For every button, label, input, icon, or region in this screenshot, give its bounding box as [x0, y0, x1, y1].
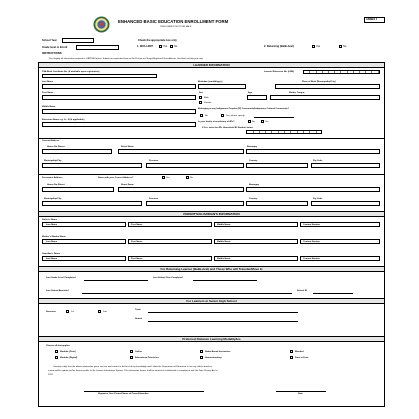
same-address-no-checkbox[interactable] [186, 176, 189, 179]
last-name-field[interactable] [42, 84, 196, 89]
last-grade-line[interactable] [84, 280, 148, 281]
birthdate-label: Birthdate (mm/dd/yyyy) [198, 80, 223, 83]
street-name-label: Street Name [121, 146, 134, 148]
modular-digital-label: Modular (Digital) [60, 356, 78, 359]
modular-print-checkbox[interactable] [55, 350, 58, 353]
perm-country-field[interactable] [246, 201, 308, 206]
current-street-field[interactable] [118, 149, 244, 154]
4ps-question-label: Is your family a beneficiary of 4Ps? [198, 121, 235, 123]
returning-yes-checkbox[interactable] [312, 45, 315, 48]
learner-information-heading: LEARNER INFORMATION [193, 62, 230, 67]
current-province-field[interactable] [146, 163, 244, 168]
blended-label: Blended [295, 350, 304, 353]
guardian-last-name-label: Last Name [46, 258, 58, 260]
perm-province-field[interactable] [146, 201, 244, 206]
parents-heading: PARENT'S/GUARDIAN'S INFORMATION [183, 211, 240, 216]
lrn-boxes[interactable] [303, 70, 380, 74]
4ps-yes-label: Yes [265, 121, 269, 123]
last-school-line[interactable] [82, 293, 292, 294]
ip-specify-line[interactable] [254, 117, 294, 118]
radio-based-label: Radio-Based Instruction [205, 350, 231, 353]
current-barangay-field[interactable] [246, 149, 380, 154]
track-line[interactable] [148, 312, 298, 313]
semester-label: Semester [46, 311, 56, 313]
signature-line[interactable] [84, 391, 204, 392]
school-id-line[interactable] [313, 293, 353, 294]
birthdate-field[interactable] [198, 84, 246, 89]
with-lrn-no-label: No [174, 45, 178, 48]
mother-tongue-field[interactable] [270, 95, 380, 100]
guardian-middle-name-label: Middle Name [217, 258, 231, 260]
with-lrn-label: 1. With LRN? [137, 45, 154, 48]
perm-street-field[interactable] [118, 187, 244, 192]
ip-no-checkbox[interactable] [200, 114, 203, 117]
last-grade-label: Last Grade Level Completed [46, 277, 76, 279]
ip-yes-specify-label: Yes, please specify [226, 114, 245, 117]
last-sy-label: Last School Year Completed [153, 277, 183, 279]
perm-barangay-label: Barangay [249, 184, 259, 186]
modular-digital-checkbox[interactable] [55, 356, 58, 359]
face-to-face-label: Face to Face [295, 356, 309, 359]
check-appropriate-label: Check the appropriate box only [138, 38, 177, 42]
age-field[interactable] [247, 95, 267, 100]
divider-permanent-address [38, 174, 385, 175]
current-municipality-field[interactable] [42, 163, 142, 168]
perm-house-no-field[interactable] [42, 187, 114, 192]
current-zip-field[interactable] [311, 163, 380, 168]
permanent-address-label: Permanent Address [42, 177, 63, 179]
returning-yes-label: Yes [316, 45, 321, 48]
place-of-birth-label: Place of Birth (Municipality/City) [302, 80, 336, 83]
semester-1st-label: 1st [71, 311, 74, 313]
grade-level-field[interactable] [76, 45, 119, 50]
form-title: ENHANCED BASIC EDUCATION ENROLLMENT FORM [118, 19, 229, 24]
certification-text-line1: I hereby certify that the above information given are true and correct to the best of my knowledge and I allow the Department of Education to use my child's details to [53, 366, 213, 368]
radio-based-checkbox[interactable] [200, 350, 203, 353]
with-lrn-yes-checkbox[interactable] [159, 45, 162, 48]
perm-house-no-label: House No./Street [47, 184, 65, 186]
mother-middle-name-label: Middle Name [217, 241, 231, 243]
perm-province-label: Province [149, 198, 159, 200]
school-id-label: School ID [297, 290, 308, 292]
perm-zip-label: Zip Code [313, 198, 323, 200]
middle-name-field[interactable] [42, 109, 196, 114]
same-address-no-label: No [190, 177, 193, 179]
mother-tongue-label: Mother Tongue [289, 91, 305, 94]
extension-name-field[interactable] [42, 122, 196, 127]
educational-tv-checkbox[interactable] [130, 356, 133, 359]
form-subtitle: THIS FORM IS NOT FOR SALE [160, 26, 192, 28]
4ps-id-label: If Yes, write the 4Ps Household ID Number below [202, 127, 253, 129]
mother-name-label: Mother's Maiden Name [42, 236, 66, 238]
perm-country-label: Country [249, 198, 258, 200]
father-name-label: Father's Name [42, 219, 57, 221]
strand-line[interactable] [148, 321, 298, 322]
semester-2nd-label: 2nd [103, 311, 107, 313]
with-lrn-yes-label: Yes [163, 45, 168, 48]
perm-barangay-field[interactable] [246, 187, 380, 192]
zip-code-label: Zip Code [313, 160, 323, 162]
age-label: Age [248, 91, 253, 94]
certification-text-line2: create and/or update his/her learner profile in the Learner Information System. The information herein shall be treated as confidential in compliance with the Data Privacy Act of [48, 370, 218, 372]
psa-label: PSA Birth Certificate No. (if available upon registration) [42, 71, 100, 73]
signature-label: Signature Over Printed Name of Parent/Guardian [98, 393, 149, 395]
divider-current-address [38, 138, 385, 139]
house-no-label: House No./Street [47, 146, 65, 148]
perm-zip-field[interactable] [311, 201, 380, 206]
country-label: Country [249, 160, 258, 162]
father-first-name-label: First Name [131, 224, 143, 226]
semester-2nd-checkbox[interactable] [98, 310, 101, 313]
perm-municipality-field[interactable] [42, 201, 142, 206]
date-label: Date [298, 393, 303, 395]
4ps-id-boxes[interactable] [246, 130, 322, 134]
homeschooling-checkbox[interactable] [200, 356, 203, 359]
male-label: Male [204, 96, 209, 99]
school-year-label: School Year [42, 39, 57, 42]
educational-tv-label: Educational Television [135, 356, 159, 359]
face-to-face-checkbox[interactable] [290, 356, 293, 359]
grade-level-label: Grade level to Enroll [42, 45, 68, 49]
guardian-first-name-label: First Name [131, 258, 143, 260]
with-lrn-no-checkbox[interactable] [170, 45, 173, 48]
current-country-field[interactable] [246, 163, 308, 168]
4ps-no-checkbox[interactable] [248, 120, 251, 123]
barangay-label: Barangay [247, 146, 257, 148]
modular-print-label: Modular (Print) [60, 350, 76, 353]
mother-last-name-label: Last Name [46, 241, 58, 243]
current-house-no-field[interactable] [42, 149, 112, 154]
online-label: Online [135, 350, 142, 353]
mother-first-name-label: First Name [131, 241, 143, 243]
father-contact-label: Contact Number [303, 224, 321, 226]
psa-field[interactable] [42, 74, 157, 78]
returning-heading: For Returning Learner (Balik-Aral) and Those Who will Transfer/Move In [160, 266, 263, 271]
same-address-yes-label: Yes [166, 177, 170, 179]
lrn-label: Learner Reference No. (LRN) [264, 71, 294, 73]
deped-seal [93, 16, 110, 33]
same-address-label: Same with your Current Address? [98, 177, 134, 179]
semester-1st-checkbox[interactable] [66, 310, 69, 313]
male-checkbox[interactable] [199, 96, 202, 99]
father-middle-name-label: Middle Name [217, 224, 231, 226]
date-line[interactable] [276, 391, 326, 392]
female-checkbox[interactable] [199, 101, 202, 104]
ip-no-label: No [205, 114, 208, 117]
blended-checkbox[interactable] [290, 350, 293, 353]
municipality-label: Municipality/City [44, 160, 62, 162]
perm-municipality-label: Municipality/City [44, 198, 62, 200]
shs-heading: For Learners in Senior High School [186, 298, 237, 303]
place-of-birth-field[interactable] [275, 84, 380, 89]
choose-all-label: Choose all that applies [46, 345, 70, 347]
first-name-label: First Name [42, 92, 54, 94]
last-sy-line[interactable] [193, 280, 257, 281]
father-last-name-label: Last Name [46, 224, 58, 226]
strand-label: Strand [135, 318, 142, 320]
returning-no-checkbox[interactable] [339, 45, 342, 48]
female-label: Female [204, 101, 212, 104]
ip-question-label: Belonging to any Indigenous Peoples (IP) Community/Indigenous Cultural Community? [198, 108, 289, 110]
instructions-heading: INSTRUCTIONS: [42, 52, 63, 55]
current-address-label: Current Address [42, 140, 60, 142]
returning-no-label: No [343, 45, 347, 48]
4ps-yes-checkbox[interactable] [261, 120, 264, 123]
last-school-label: Last School Attended [46, 290, 69, 292]
sex-label: Sex [199, 91, 203, 94]
track-label: Track [135, 309, 141, 311]
distance-learning-heading: Preferred Distance Learning Modality/ies [182, 336, 241, 341]
last-name-label: Last Name [42, 81, 54, 83]
4ps-no-label: No [252, 121, 255, 123]
seal-icon [93, 16, 110, 33]
middle-name-label: Middle Name [42, 106, 56, 108]
same-address-yes-checkbox[interactable] [162, 176, 165, 179]
guardian-name-label: Guardian's Name [42, 253, 60, 255]
perm-street-label: Street Name [121, 184, 134, 186]
certification-text-line3: 2012. [48, 374, 54, 376]
mother-contact-label: Contact Number [303, 241, 321, 243]
returning-label: 2. Returning (Balik-Aral) [264, 45, 294, 48]
extension-name-label: Extension Name e.g. Jr., III (if applicable) [42, 119, 85, 121]
ip-yes-checkbox[interactable] [221, 114, 224, 117]
instructions-text: Print legibly all information required in CAPITAL letters. Submit accomplished form to the Person-in-Charge/Registrar/Class Adviser. Use black or blue pen only. [49, 57, 204, 60]
guardian-contact-label: Contact Number [303, 258, 321, 260]
first-name-field[interactable] [42, 95, 196, 100]
homeschooling-label: Homeschooling [205, 356, 222, 359]
province-label: Province [149, 160, 159, 162]
school-year-field[interactable] [62, 38, 94, 43]
annex-label: ANNEX 1 [366, 17, 378, 21]
online-checkbox[interactable] [130, 350, 133, 353]
